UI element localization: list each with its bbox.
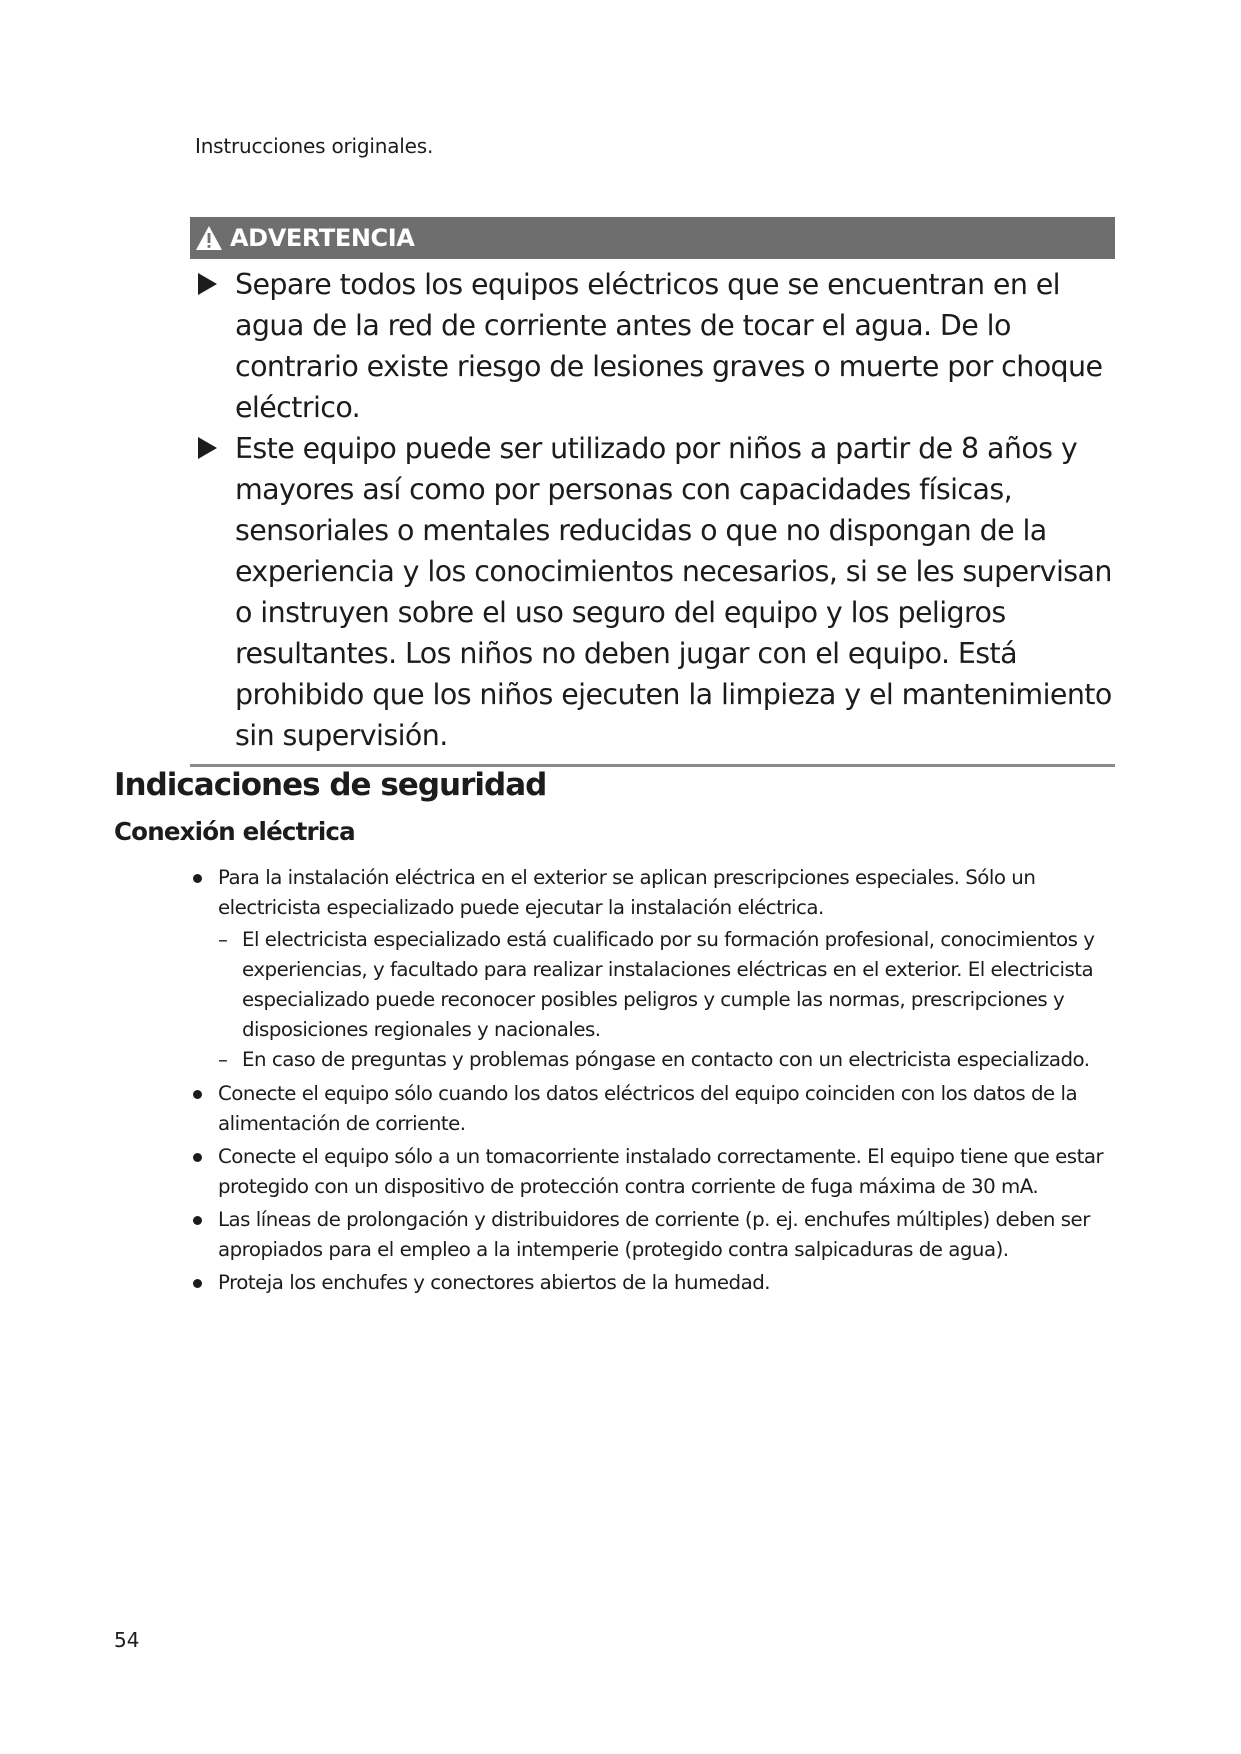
sub-list-item	[218, 925, 1125, 1045]
page-number: 54	[114, 1628, 140, 1652]
list-item-text: Conecte el equipo sólo a un tomacorriente instalado correctamente. El equipo tiene que estar protegido con un dispositivo de protección contra corriente de fuga máxima de 30 mA.	[218, 1145, 1104, 1198]
warning-triangle-icon	[194, 224, 224, 252]
bullet-icon	[193, 1279, 202, 1288]
triangle-bullet-icon	[198, 273, 217, 295]
safety-list	[190, 863, 1125, 1302]
section-title: Indicaciones de seguridad	[114, 767, 547, 803]
dash-bullet-icon: –	[218, 1048, 228, 1071]
list-item	[190, 1205, 1125, 1264]
warning-item	[190, 264, 1115, 428]
warning-item-text: Este equipo puede ser utilizado por niños a partir de 8 años y mayores así como por personas con capacidades físicas, sensoriales o mentales reducidas o que no dispongan de la experiencia y los conocimientos necesarios, si se les supervisan o instruyen sobre el uso seguro del equipo y los peligros resultantes. Los niños no deben jugar con el equipo. Está prohibido que los niños ejecuten la limpieza y el mantenimiento sin supervisión.	[235, 432, 1112, 752]
triangle-bullet-icon	[198, 437, 217, 459]
list-item	[190, 1079, 1125, 1138]
list-item	[190, 1142, 1125, 1201]
warning-box	[190, 217, 1115, 767]
list-item	[190, 863, 1125, 1075]
dash-bullet-icon: –	[218, 928, 228, 951]
bullet-icon	[193, 1216, 202, 1225]
sub-list-item	[218, 1045, 1125, 1075]
section-subtitle: Conexión eléctrica	[114, 817, 355, 846]
bullet-icon	[193, 1153, 202, 1162]
warning-list	[190, 264, 1115, 756]
list-item-text: Las líneas de prolongación y distribuidores de corriente (p. ej. enchufes múltiples) deben ser apropiados para el empleo a la intemperie (protegido contra salpicaduras de agua).	[218, 1208, 1090, 1261]
warning-item	[190, 428, 1115, 756]
sub-list-item-text: El electricista especializado está cualificado por su formación profesional, conocimientos y experiencias, y facultado para realizar instalaciones eléctricas en el exterior. El electricista especializado puede reconocer posibles peligros y cumple las normas, prescripciones y disposiciones regionales y nacionales.	[242, 928, 1095, 1041]
list-item	[190, 1268, 1125, 1298]
list-item-text: Proteja los enchufes y conectores abiertos de la humedad.	[218, 1271, 771, 1294]
sub-list-item-text: En caso de preguntas y problemas póngase en contacto con un electricista especializado.	[242, 1048, 1090, 1071]
warning-title: ADVERTENCIA	[230, 224, 415, 252]
sub-list	[218, 925, 1125, 1075]
bullet-icon	[193, 1090, 202, 1099]
bullet-icon	[193, 874, 202, 883]
warning-item-text: Separe todos los equipos eléctricos que se encuentran en el agua de la red de corriente antes de tocar el agua. De lo contrario existe riesgo de lesiones graves o muerte por choque eléctrico.	[235, 268, 1103, 424]
list-item-text: Conecte el equipo sólo cuando los datos eléctricos del equipo coinciden con los datos de la alimentación de corriente.	[218, 1082, 1078, 1135]
intro-text: Instrucciones originales.	[195, 134, 434, 158]
warning-header	[190, 217, 1115, 259]
list-item-text: Para la instalación eléctrica en el exterior se aplican prescripciones especiales. Sólo un electricista especializado puede ejecutar la instalación eléctrica.	[218, 866, 1036, 919]
